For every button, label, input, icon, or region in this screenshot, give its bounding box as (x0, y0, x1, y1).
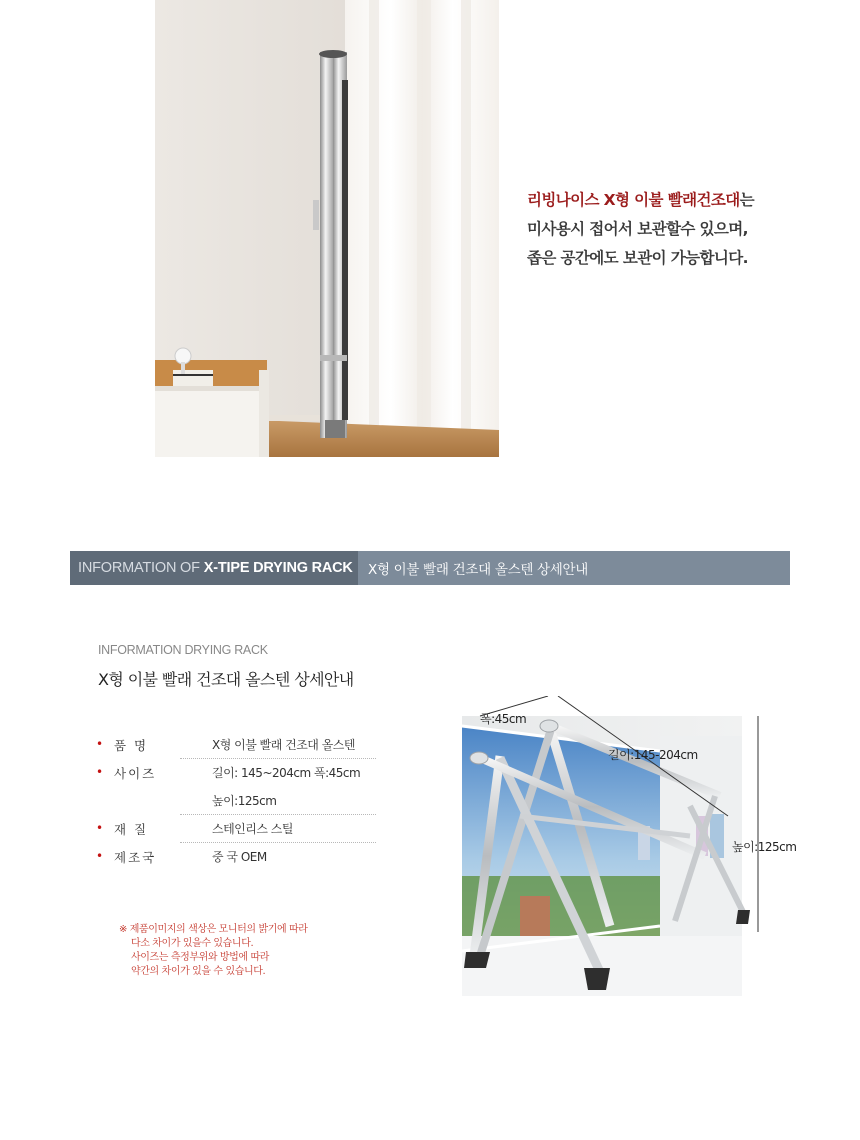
note-line-2: 다소 차이가 있을수 있습니다. (131, 938, 254, 949)
info-bar-bold: X-TIPE DRYING RACK (203, 560, 353, 576)
spec-value: 길이: 145~204cm 폭:45cm (212, 766, 361, 780)
bullet-icon: • (96, 849, 104, 863)
intro-description (527, 186, 827, 273)
info-bar-subtitle: X형 이불 빨래 건조대 올스텐 상세안내 (368, 562, 589, 578)
disclaimer-note (119, 923, 308, 979)
spec-row-size (96, 759, 376, 787)
spec-list (96, 731, 376, 871)
spec-value: 높이:125cm (212, 794, 277, 808)
intro-product-name: 리빙나이스 X형 이불 빨래건조대 (527, 191, 740, 209)
spec-row-material (96, 815, 376, 843)
spec-value: 스테인리스 스틸 (212, 822, 293, 836)
spec-value: 중 국 OEM (212, 850, 267, 864)
length-dimension-label: 길이:145-204cm (608, 748, 698, 762)
spec-label: 재 질 (114, 822, 149, 837)
bullet-icon: • (96, 737, 104, 751)
intro-line2: 미사용시 접어서 보관할수 있으며, (527, 220, 748, 238)
height-dimension-label: 높이:125cm (732, 840, 797, 854)
section-sub-label: INFORMATION DRYING RACK (98, 643, 268, 657)
spec-label: 사이즈 (114, 766, 157, 781)
spec-row-origin (96, 843, 376, 871)
rack-dimension-diagram (460, 696, 810, 1000)
intro-line1-suffix: 는 (739, 191, 754, 209)
section-title: X형 이불 빨래 건조대 올스텐 상세안내 (98, 670, 354, 689)
folded-rack-photo (155, 0, 499, 457)
note-line-3: 사이즈는 측정부위와 방법에 따라 (131, 952, 269, 963)
note-line-1: ※ 제품이미지의 색상은 모니터의 밝기에 따라 (119, 924, 308, 935)
note-line-4: 약간의 차이가 있을 수 있습니다. (131, 966, 266, 977)
spec-label: 품 명 (114, 738, 149, 753)
info-bar (70, 551, 790, 585)
intro-line3: 좁은 공간에도 보관이 가능합니다. (527, 249, 748, 267)
bullet-icon: • (96, 821, 104, 835)
spec-value: X형 이불 빨래 건조대 올스텐 (212, 738, 355, 752)
info-bar-title (70, 551, 358, 585)
spec-label: 제조국 (114, 850, 157, 865)
bullet-icon: • (96, 765, 104, 779)
info-bar-prefix: INFORMATION OF (78, 560, 200, 576)
width-dimension-label: 폭:45cm (480, 712, 527, 726)
spec-row-name (96, 731, 376, 759)
spec-row-height (96, 787, 376, 815)
